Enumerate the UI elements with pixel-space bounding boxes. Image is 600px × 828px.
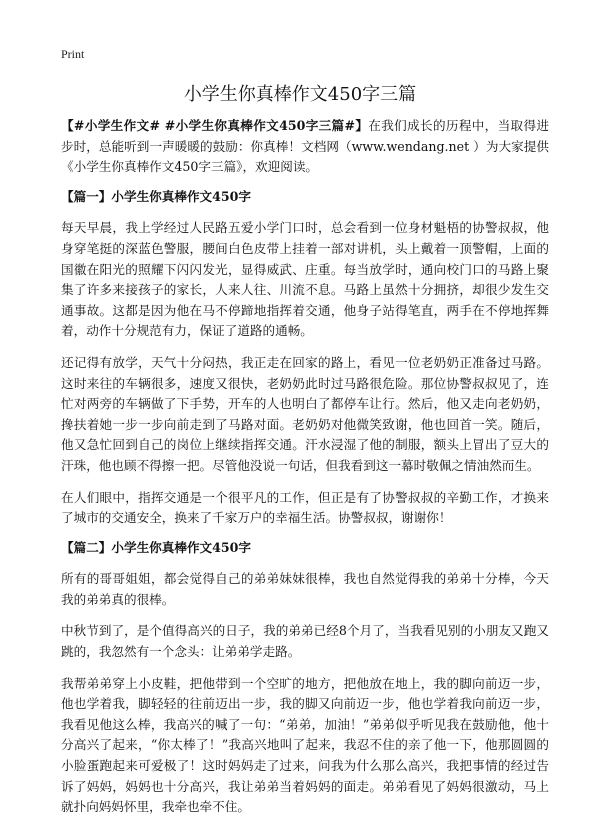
section-2-paragraph-3: 我帮弟弟穿上小皮鞋，把他带到一个空旷的地方，把他放在地上，我的脚向前迈一步，他也学着我，脚轻轻的往前迈出一步，我的脚又向前迈一步，他也学着我向前迈一步，我看见他这么棒，我高兴的喊了一句：“弟弟，加油！”弟弟似乎听见我在鼓励他，他十分高兴了起来，“你太棒了！”我高兴地叫了起来，我忍不住的亲了他一下，他那圆圆的小脸蛋跑起来可爱极了！这时妈妈走了过来，问我为什么那么高兴，我把事情的经过告诉了妈妈，妈妈也十分高兴，我让弟弟当着妈妈的面走。弟弟看见了妈妈很激动，马上就扑向妈妈怀里，我牵也牵不住。 bbox=[61, 675, 549, 815]
section-1-paragraph-3: 在人们眼中，指挥交通是一个很平凡的工作，但正是有了协警叔叔的辛勤工作，才换来了城市的交通安全，换来了千家万户的幸福生活。协警叔叔，谢谢你！ bbox=[61, 489, 549, 526]
print-label[interactable]: Print bbox=[61, 47, 85, 61]
section-heading-2: 【篇二】小学生你真棒作文450字 bbox=[61, 539, 252, 555]
page-title: 小学生你真棒作文450字三篇 bbox=[183, 84, 417, 105]
section-2-paragraph-2: 中秋节到了，是个值得高兴的日子，我的弟弟已经8个月了，当我看见别的小朋友又跑又跳的，我忽然有一个念头：让弟弟学走路。 bbox=[61, 623, 549, 660]
intro-tags: 【#小学生作文# #小学生你真棒作文450字三篇#】 bbox=[61, 118, 369, 133]
section-1-paragraph-2: 还记得有放学，天气十分闷热，我正走在回家的路上，看见一位老奶奶正准备过马路。这时来往的车辆很多，速度又很快，老奶奶此时过马路很危险。那位协警叔叔见了，连忙对两旁的车辆做了下手势，开车的人也明白了都停车让行。然后，他又走向老奶奶，搀扶着她一步一步向前走到了马路对面。老奶奶对他微笑致谢，他也回首一笑。随后，他又急忙回到自己的岗位上继续指挥交通。汗水浸湿了他的制服，额头上冒出了豆大的汗珠，他也顾不得擦一把。尽管他没说一句话，但我看到这一幕时敬佩之情油然而生。 bbox=[61, 354, 549, 473]
intro-paragraph bbox=[61, 116, 549, 178]
section-heading-1: 【篇一】小学生你真棒作文450字 bbox=[61, 188, 252, 204]
intro-text: 在我们成长的历程中，当取得进步时，总能听到一声暖暖的鼓励：你真棒！文档网（www.wendang.net ）为大家提供《小学生你真棒作文450字三篇》，欢迎阅读。 bbox=[61, 118, 549, 175]
article-body bbox=[61, 116, 549, 818]
section-2-paragraph-1: 所有的哥哥姐姐，都会觉得自己的弟弟妹妹很棒，我也自然觉得我的弟弟十分棒，今天我的弟弟真的很棒。 bbox=[61, 571, 549, 607]
section-1-paragraph-1: 每天早晨，我上学经过人民路五爱小学门口时，总会看到一位身材魁梧的协警叔叔，他身穿笔挺的深蓝色警服，腰间白色皮带上挂着一部对讲机，头上戴着一顶警帽，上面的国徽在阳光的照耀下闪闪发光，显得威武、庄重。每当放学时，通向校门口的马路上聚集了许多来接孩子的家长，人来人往、川流不息。马路上虽然十分拥挤，却很少发生交通事故。这都是因为他在马不停蹄地指挥着交通，他身子站得笔直，两手在不停地挥舞着，动作十分规范有力，保证了道路的通畅。 bbox=[61, 220, 549, 339]
